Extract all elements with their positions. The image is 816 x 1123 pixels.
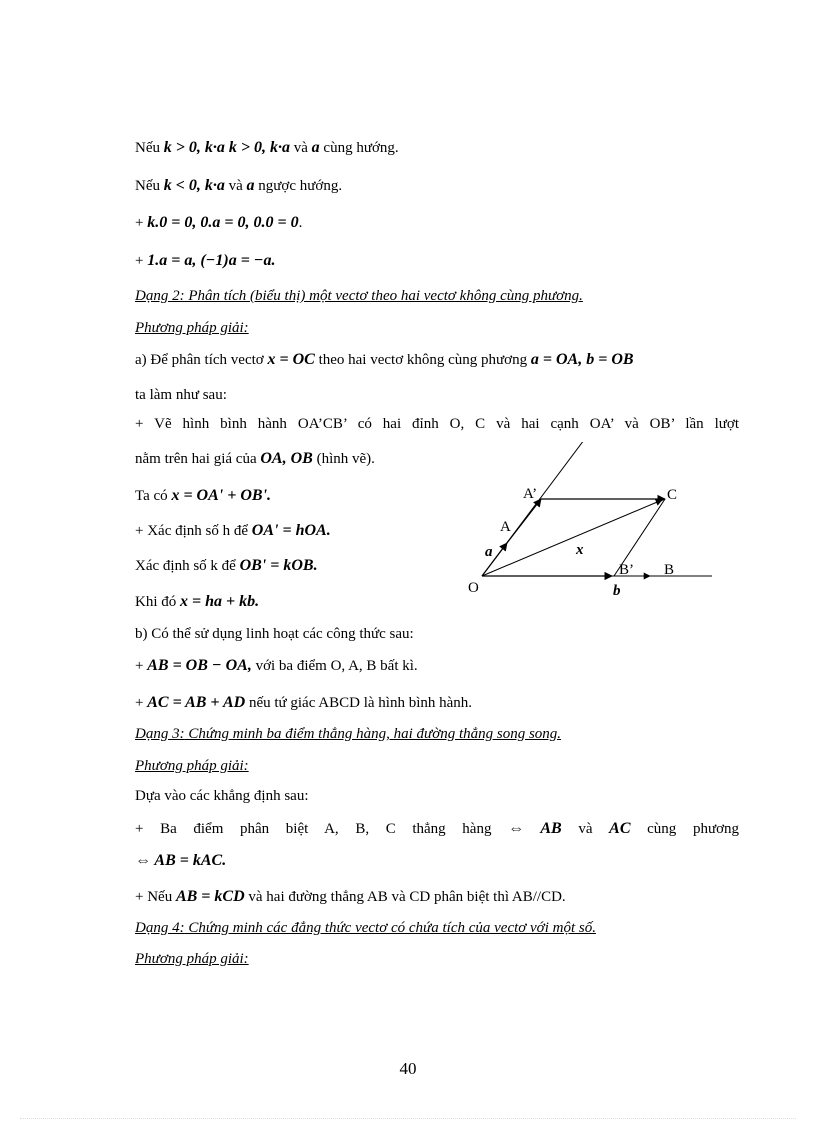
label-a: A <box>500 519 511 535</box>
label-b: B <box>664 562 675 578</box>
label-vector-x: x <box>576 542 584 558</box>
line-23 <box>135 887 739 907</box>
text: + <box>135 215 148 231</box>
text: + Vẽ hình bình hành OA’CB’ có hai đỉnh O, C và hai cạnh OA’ và OB’ lần lượt <box>135 416 739 432</box>
heading-label: Dạng 2: <box>135 288 185 304</box>
text: Ta có <box>135 488 172 504</box>
text: và <box>289 140 312 156</box>
text: Nếu <box>135 140 164 156</box>
section-heading-dang-4 <box>135 918 739 938</box>
text: nằm trên hai giá của <box>135 451 261 467</box>
math: x = ha + kb. <box>180 593 260 610</box>
heading-text: Chứng minh ba điểm thẳng hàng, hai đường thẳng song song. <box>184 726 562 742</box>
math: ⇔ AB <box>508 820 562 837</box>
text: theo hai vectơ không cùng phương <box>314 352 531 368</box>
math: a = OA, b = OB <box>530 351 634 368</box>
text: và <box>561 821 610 837</box>
text: với ba điểm O, A, B bất kì. <box>251 658 418 674</box>
section-heading-dang-2 <box>135 286 739 306</box>
math: OB' = kOB. <box>239 557 318 574</box>
label-o: O <box>468 580 479 596</box>
math: a <box>246 177 255 194</box>
text: và <box>224 178 247 194</box>
math: AC <box>609 820 631 837</box>
text: + <box>135 253 148 269</box>
math: AB = OB − OA, <box>147 657 252 674</box>
text: ngược hướng. <box>254 178 343 194</box>
section-heading-dang-3 <box>135 724 739 744</box>
heading-text: Phân tích (biểu thị) một vectơ theo hai vectơ không cùng phương. <box>184 288 583 304</box>
vector-oa-prime <box>507 499 541 543</box>
label-c: C <box>667 487 678 503</box>
text: b) Có thể sử dụng linh hoạt các công thức sau: <box>135 626 414 642</box>
line-4 <box>135 251 739 271</box>
heading-label: Dạng 4: <box>135 920 185 936</box>
math: a <box>311 139 320 156</box>
line-15 <box>135 624 739 644</box>
page-number: 40 <box>399 1059 417 1078</box>
math: x = OC <box>267 351 315 368</box>
line-17 <box>135 693 739 713</box>
line-16 <box>135 656 739 676</box>
vector-figure <box>462 442 722 602</box>
line-20 <box>135 786 739 806</box>
line-3 <box>135 213 739 233</box>
text: Khi đó <box>135 594 180 610</box>
method-heading <box>135 949 739 969</box>
text: a) Để phân tích vectơ <box>135 352 268 368</box>
math: OA' = hOA. <box>251 522 331 539</box>
line-2 <box>135 176 739 196</box>
label-vector-b: b <box>613 583 621 599</box>
line-1 <box>135 138 739 158</box>
text: Nếu <box>135 178 164 194</box>
math: 1.a = a, (−1)a = −a. <box>147 252 276 269</box>
vector-x <box>482 500 662 576</box>
heading-label: Phương pháp giải: <box>135 951 249 967</box>
ray-oa <box>482 442 590 576</box>
math: k < 0, k·a <box>163 177 225 194</box>
text: cùng hướng. <box>319 140 399 156</box>
text: + Ba điểm phân biệt A, B, C thẳng hàng <box>135 821 509 837</box>
text: + <box>135 695 148 711</box>
text: cùng phương <box>630 821 740 837</box>
text: + Nếu <box>135 889 176 905</box>
line-8 <box>135 385 739 405</box>
heading-label: Dạng 3: <box>135 726 185 742</box>
label-a-prime: A’ <box>523 486 538 502</box>
text: + Xác định số h để <box>135 523 252 539</box>
text: + <box>135 658 148 674</box>
text: ta làm như sau: <box>135 387 227 403</box>
text: . <box>298 215 303 231</box>
math: x = OA' + OB'. <box>171 487 272 504</box>
math: AB = kCD <box>175 888 245 905</box>
text: (hình vẽ). <box>312 451 375 467</box>
method-heading <box>135 756 739 776</box>
text: nếu tứ giác ABCD là hình bình hành. <box>245 695 473 711</box>
math: AC = AB + AD <box>147 694 246 711</box>
heading-text: Chứng minh các đẳng thức vectơ có chứa tích của vectơ với một số. <box>184 920 596 936</box>
line-22 <box>135 851 739 871</box>
footer-rule <box>20 1118 796 1119</box>
text: Dựa vào các khẳng định sau: <box>135 788 309 804</box>
heading-label: Phương pháp giải: <box>135 320 249 336</box>
math: OA, OB <box>260 450 313 467</box>
label-vector-a: a <box>485 544 493 560</box>
heading-label: Phương pháp giải: <box>135 758 249 774</box>
text: Xác định số k để <box>135 558 240 574</box>
line-9 <box>135 414 739 434</box>
line-7 <box>135 350 739 370</box>
label-b-prime: B’ <box>619 562 634 578</box>
math: k.0 = 0, 0.a = 0, 0.0 = 0 <box>147 214 299 231</box>
math: ⇔ AB = kAC. <box>135 852 227 869</box>
text: và hai đường thẳng AB và CD phân biệt thì AB//CD. <box>244 889 566 905</box>
math: k > 0, k·a k > 0, k·a <box>163 139 290 156</box>
line-21 <box>135 819 739 839</box>
method-heading <box>135 318 739 338</box>
